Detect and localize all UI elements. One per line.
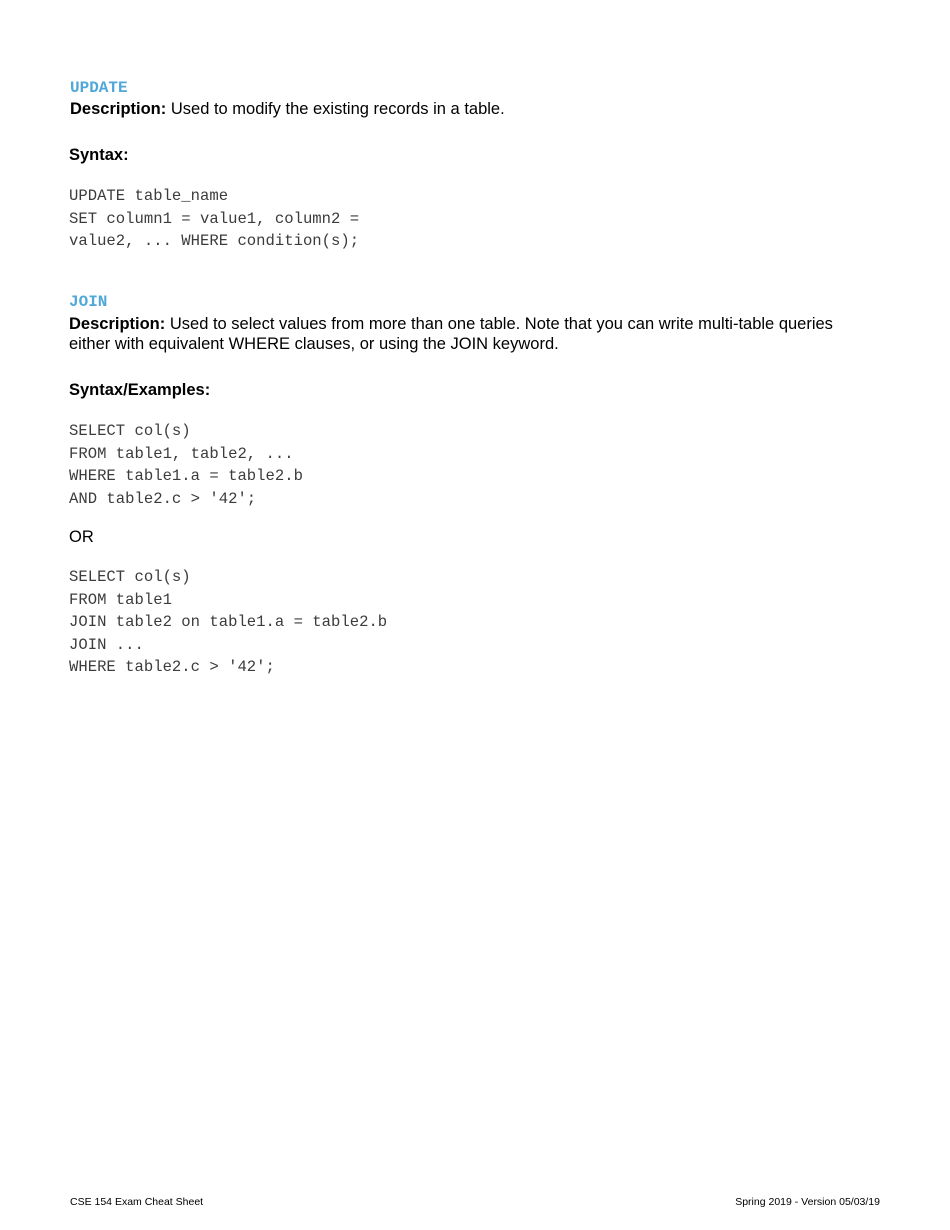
code-line: UPDATE table_name — [69, 187, 229, 205]
join-description-label: Description: — [69, 315, 166, 333]
code-line: value2, ... WHERE condition(s); — [69, 232, 360, 250]
code-line: SELECT col(s) — [69, 422, 191, 440]
code-line: FROM table1, table2, ... — [69, 444, 294, 463]
update-description-label: Description: — [70, 100, 167, 118]
join-code-join — [69, 566, 387, 679]
join-section-title: JOIN — [69, 293, 108, 311]
update-syntax-label: Syntax: — [69, 146, 129, 164]
join-examples-label: Syntax/Examples: — [69, 381, 211, 399]
join-description — [69, 314, 869, 354]
code-line: SELECT col(s) — [69, 568, 191, 586]
code-line: JOIN ... — [69, 635, 144, 654]
join-code-where — [69, 420, 303, 510]
code-line: FROM table1 — [69, 590, 172, 609]
code-line: AND table2.c > '42'; — [69, 489, 257, 508]
update-syntax-code — [69, 185, 359, 253]
update-section-title: UPDATE — [70, 79, 128, 97]
footer-right: Spring 2019 - Version 05/03/19 — [735, 1196, 880, 1208]
join-description-text: Used to select values from more than one table. Note that you can write multi-table queries either with equivalent WHERE clauses, or using the JOIN keyword. — [69, 315, 833, 353]
update-description — [70, 99, 890, 119]
code-line: WHERE table2.c > '42'; — [69, 658, 275, 676]
code-line: JOIN table2 on table1.a = table2.b — [69, 613, 388, 631]
code-line: WHERE table1.a = table2.b — [69, 467, 303, 485]
code-line: SET column1 = value1, column2 = — [69, 209, 360, 228]
update-description-text: Used to modify the existing records in a table. — [166, 100, 505, 118]
footer-left: CSE 154 Exam Cheat Sheet — [70, 1196, 204, 1208]
or-separator: OR — [69, 528, 94, 546]
